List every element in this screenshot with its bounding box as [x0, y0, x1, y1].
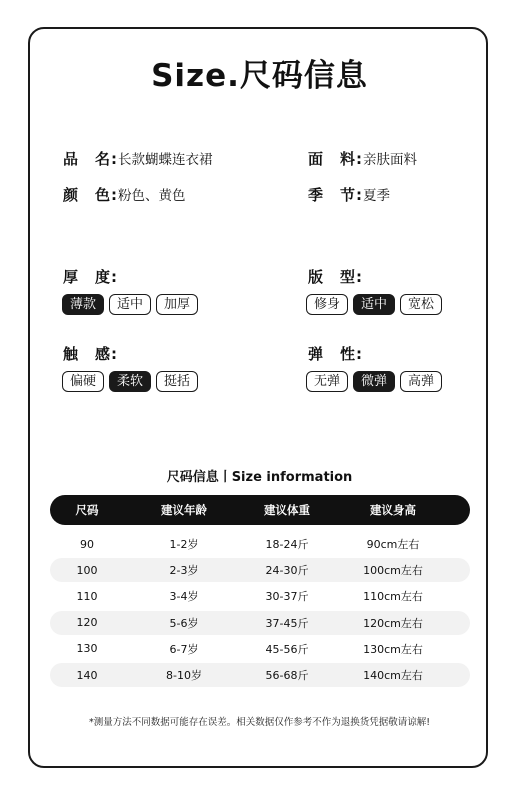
table-cell: 18-24斤: [265, 538, 309, 551]
table-cell: 8-10岁: [166, 669, 202, 682]
info-label: 颜 色:: [63, 186, 118, 204]
table-cell: 120: [76, 616, 98, 630]
table-row: [50, 532, 470, 556]
info-value: 亲肤面料: [363, 152, 417, 168]
info-season: [308, 184, 390, 205]
table-cell: 45-56斤: [265, 642, 309, 656]
info-value: 夏季: [363, 188, 390, 204]
header-size: 尺码: [75, 503, 99, 517]
table-row: [50, 637, 470, 661]
option-pill: 无弹: [306, 371, 348, 392]
table-cell: 100: [76, 563, 98, 577]
size-table-header: [50, 495, 470, 525]
header-height: 建议身高: [370, 503, 416, 517]
table-cell: 1-2岁: [169, 538, 199, 551]
info-value: 长款蝴蝶连衣裙: [118, 152, 213, 168]
table-cell: 90cm左右: [366, 538, 420, 551]
elastic-options: [306, 371, 442, 392]
table-cell: 6-7岁: [169, 642, 199, 656]
table-cell: 110: [76, 589, 98, 603]
table-cell: 5-6岁: [169, 616, 199, 630]
table-cell: 3-4岁: [169, 590, 199, 604]
option-pill: 挺括: [156, 371, 198, 392]
fit-label: 版 型:: [308, 268, 363, 286]
option-pill: 适中: [109, 294, 151, 315]
option-pill: 宽松: [400, 294, 442, 315]
size-table-title: 尺码信息丨Size information: [166, 470, 353, 485]
info-fabric: [308, 148, 417, 169]
disclaimer-note: *测量方法不同数据可能存在误差。相关数据仅作参考不作为退换货凭据敬请谅解!: [88, 717, 431, 728]
option-pill-selected: 适中: [353, 294, 395, 315]
info-product-name: [63, 148, 213, 169]
table-cell: 2-3岁: [169, 564, 199, 578]
fit-options: [306, 294, 442, 315]
option-pill: 修身: [306, 294, 348, 315]
touch-label: 触 感:: [63, 345, 118, 363]
table-cell: 110cm左右: [363, 590, 423, 604]
table-cell: 120cm左右: [363, 616, 423, 630]
table-row: [50, 584, 470, 608]
table-cell: 140cm左右: [363, 669, 423, 682]
option-pill: 加厚: [156, 294, 198, 315]
table-cell: 140: [76, 668, 98, 682]
page-title: Size.尺码信息: [151, 58, 368, 94]
table-cell: 37-45斤: [265, 616, 309, 630]
table-cell: 24-30斤: [265, 564, 309, 578]
info-label: 面 料:: [308, 150, 363, 168]
option-pill-selected: 微弹: [353, 371, 395, 392]
table-row: [50, 663, 470, 687]
table-cell: 130: [76, 642, 98, 656]
info-color: [63, 184, 186, 205]
table-cell: 30-37斤: [265, 590, 309, 604]
info-label: 品 名:: [63, 150, 118, 168]
header-age: 建议年龄: [161, 503, 207, 517]
option-pill: 高弹: [400, 371, 442, 392]
table-row: [50, 558, 470, 582]
option-pill: 偏硬: [62, 371, 104, 392]
info-label: 季 节:: [308, 186, 363, 204]
touch-options: [62, 371, 198, 392]
table-cell: 90: [80, 537, 94, 551]
thickness-options: [62, 294, 198, 315]
thickness-label: 厚 度:: [63, 268, 118, 286]
option-pill-selected: 薄款: [62, 294, 104, 315]
info-value: 粉色、黄色: [118, 188, 186, 204]
elastic-label: 弹 性:: [308, 345, 363, 363]
table-cell: 100cm左右: [363, 564, 423, 578]
header-weight: 建议体重: [264, 503, 310, 517]
table-cell: 130cm左右: [363, 642, 423, 656]
option-pill-selected: 柔软: [109, 371, 151, 392]
table-cell: 56-68斤: [265, 669, 309, 682]
table-row: [50, 611, 470, 635]
